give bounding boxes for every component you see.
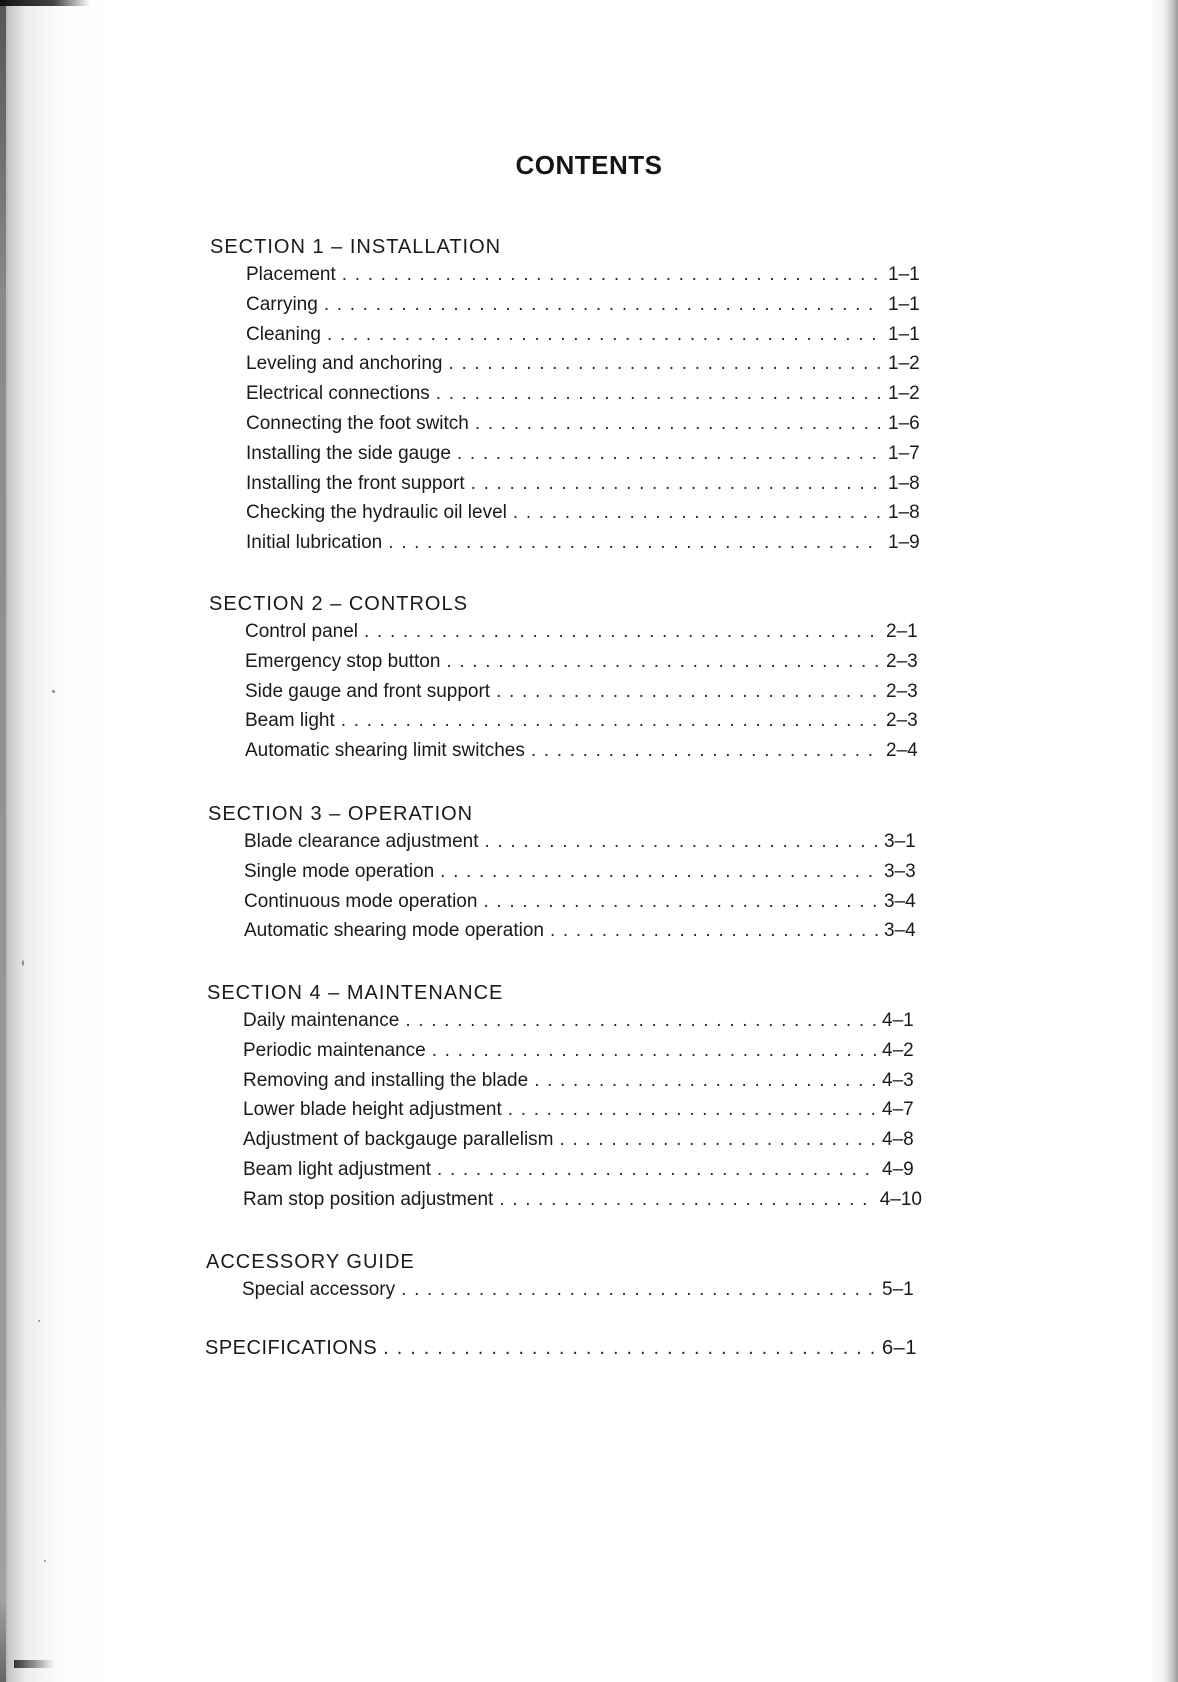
dot-leader (440, 861, 878, 883)
toc-entry (244, 831, 924, 857)
toc-page-number: 1–8 (888, 502, 920, 524)
toc-page-number: 1–1 (888, 293, 920, 315)
dot-leader (457, 443, 882, 465)
toc-page-number: 3–4 (884, 920, 916, 942)
toc-entry-label: Lower blade height adjustment (243, 1099, 502, 1121)
toc-entry (245, 710, 926, 736)
dot-leader (436, 383, 882, 405)
toc-entry (244, 861, 924, 887)
dot-leader (496, 681, 880, 703)
toc-entry-label: Cleaning (246, 323, 321, 345)
toc-entry-label: Placement (246, 264, 336, 285)
toc-entry-label: Beam light adjustment (243, 1159, 431, 1180)
toc-entry-label: Special accessory (242, 1279, 396, 1300)
paper-speck (44, 1560, 46, 1562)
dot-leader (483, 891, 878, 913)
toc-entry (246, 264, 928, 290)
dot-leader (531, 740, 880, 762)
toc-entry-specifications (205, 1337, 922, 1363)
toc-page-number: 1–1 (888, 264, 920, 285)
toc-page-number: 2–4 (886, 740, 918, 762)
dot-leader (550, 920, 878, 942)
toc-entry (245, 651, 926, 677)
section-heading: SECTION 1 – INSTALLATION (210, 236, 502, 258)
dot-leader (432, 1040, 876, 1062)
toc-page-number: 6–1 (882, 1337, 917, 1359)
toc-entry-label: Emergency stop button (245, 650, 441, 672)
toc-entry (246, 353, 928, 379)
toc-entry-label: Initial lubrication (246, 532, 383, 554)
toc-entry (245, 621, 926, 647)
dot-leader (449, 353, 883, 375)
section-heading: SECTION 3 – OPERATION (208, 803, 474, 825)
dot-leader (364, 621, 880, 643)
toc-entry-label: Periodic maintenance (243, 1039, 426, 1061)
dot-leader (471, 473, 882, 495)
toc-entry (246, 502, 928, 528)
toc-entry (243, 1040, 922, 1066)
toc-entry (246, 413, 928, 439)
page-title: CONTENTS (515, 150, 663, 180)
toc-entry (243, 1099, 922, 1125)
dot-leader (405, 1010, 876, 1032)
toc-entry-label: Side gauge and front support (245, 680, 491, 702)
toc-entry-label: Control panel (245, 621, 359, 642)
toc-page-number: 3–4 (884, 890, 916, 912)
dot-leader (341, 710, 880, 732)
toc-page-number: 5–1 (882, 1279, 914, 1300)
dot-leader (437, 1159, 876, 1181)
toc-page-number: 1–2 (888, 353, 920, 375)
toc-page-number: 3–1 (884, 831, 916, 852)
toc-entry-label: Beam light (245, 710, 335, 732)
toc-entry (243, 1189, 922, 1215)
toc-entry-label: SPECIFICATIONS (205, 1337, 378, 1359)
dot-leader (475, 413, 882, 435)
toc-page-number: 4–8 (882, 1129, 914, 1151)
dot-leader (484, 831, 878, 853)
toc-page-number: 2–3 (886, 680, 918, 702)
toc-entry (245, 681, 926, 707)
toc-entry (243, 1129, 922, 1155)
dot-leader (560, 1129, 876, 1151)
toc-entry-label: Single mode operation (244, 860, 435, 882)
toc-entry-label: Installing the side gauge (246, 442, 451, 464)
toc-page-number: 1–8 (888, 472, 920, 494)
toc-entry (243, 1070, 922, 1096)
toc-entry-label: Daily maintenance (243, 1010, 400, 1031)
toc-entry (243, 1010, 922, 1036)
toc-entry (246, 443, 928, 469)
dot-leader (324, 294, 882, 316)
toc-entry-label: Continuous mode operation (244, 890, 478, 912)
toc-entry (244, 920, 924, 946)
toc-entry-label: Electrical connections (246, 383, 430, 405)
toc-entry (244, 891, 924, 917)
toc-entry (243, 1159, 922, 1185)
toc-page-number: 4–3 (882, 1069, 914, 1091)
toc-entry (246, 324, 928, 350)
toc-page-number: 4–1 (882, 1010, 914, 1031)
toc-entry-label: Adjustment of backgauge parallelism (243, 1129, 554, 1151)
section-heading: ACCESSORY GUIDE (206, 1251, 415, 1273)
toc-entry (246, 532, 928, 558)
toc-page-number: 1–2 (888, 383, 920, 405)
toc-entry-label: Carrying (246, 293, 318, 315)
toc-page-number: 4–10 (879, 1188, 922, 1210)
toc-page-number: 4–9 (882, 1159, 914, 1180)
dot-leader (401, 1279, 876, 1301)
toc-page-number: 2–3 (886, 650, 918, 672)
toc-entry-label: Automatic shearing mode operation (244, 920, 544, 942)
toc-entry-label: Installing the front support (246, 472, 465, 494)
toc-page-number: 4–2 (882, 1039, 914, 1061)
dot-leader (499, 1189, 873, 1211)
toc-entry-label: Leveling and anchoring (246, 353, 443, 375)
toc-entry (246, 383, 928, 409)
dot-leader (513, 502, 882, 524)
toc-page-number: 1–7 (888, 442, 920, 464)
toc-page-number: 4–7 (882, 1099, 914, 1121)
dot-leader (534, 1070, 876, 1092)
toc-entry-label: Checking the hydraulic oil level (246, 502, 507, 524)
dot-leader (383, 1337, 876, 1360)
paper-speck (52, 690, 55, 693)
dot-leader (446, 651, 880, 673)
dot-leader (508, 1099, 876, 1121)
paper-speck (38, 1320, 40, 1322)
toc-page-number: 1–6 (888, 413, 920, 434)
toc-entry-label: Automatic shearing limit switches (245, 740, 525, 762)
section-heading: SECTION 4 – MAINTENANCE (207, 982, 504, 1004)
dot-leader (327, 324, 882, 346)
toc-page-number: 3–3 (884, 860, 916, 882)
toc-page-number: 2–3 (886, 710, 918, 732)
toc-page-number: 2–1 (886, 621, 918, 642)
toc-entry (245, 740, 926, 766)
toc-entry (242, 1279, 922, 1305)
dot-leader (342, 264, 882, 286)
paper-speck (22, 960, 24, 966)
dot-leader (388, 532, 882, 554)
toc-entry (246, 294, 928, 320)
toc-entry-label: Ram stop position adjustment (243, 1188, 494, 1210)
toc-entry (246, 473, 928, 499)
toc-entry-label: Blade clearance adjustment (244, 831, 479, 852)
toc-entry-label: Removing and installing the blade (243, 1069, 529, 1091)
section-heading: SECTION 2 – CONTROLS (209, 593, 468, 615)
toc-entry-label: Connecting the foot switch (246, 413, 469, 434)
toc-page-number: 1–9 (888, 532, 920, 554)
toc-page-number: 1–1 (888, 323, 920, 345)
